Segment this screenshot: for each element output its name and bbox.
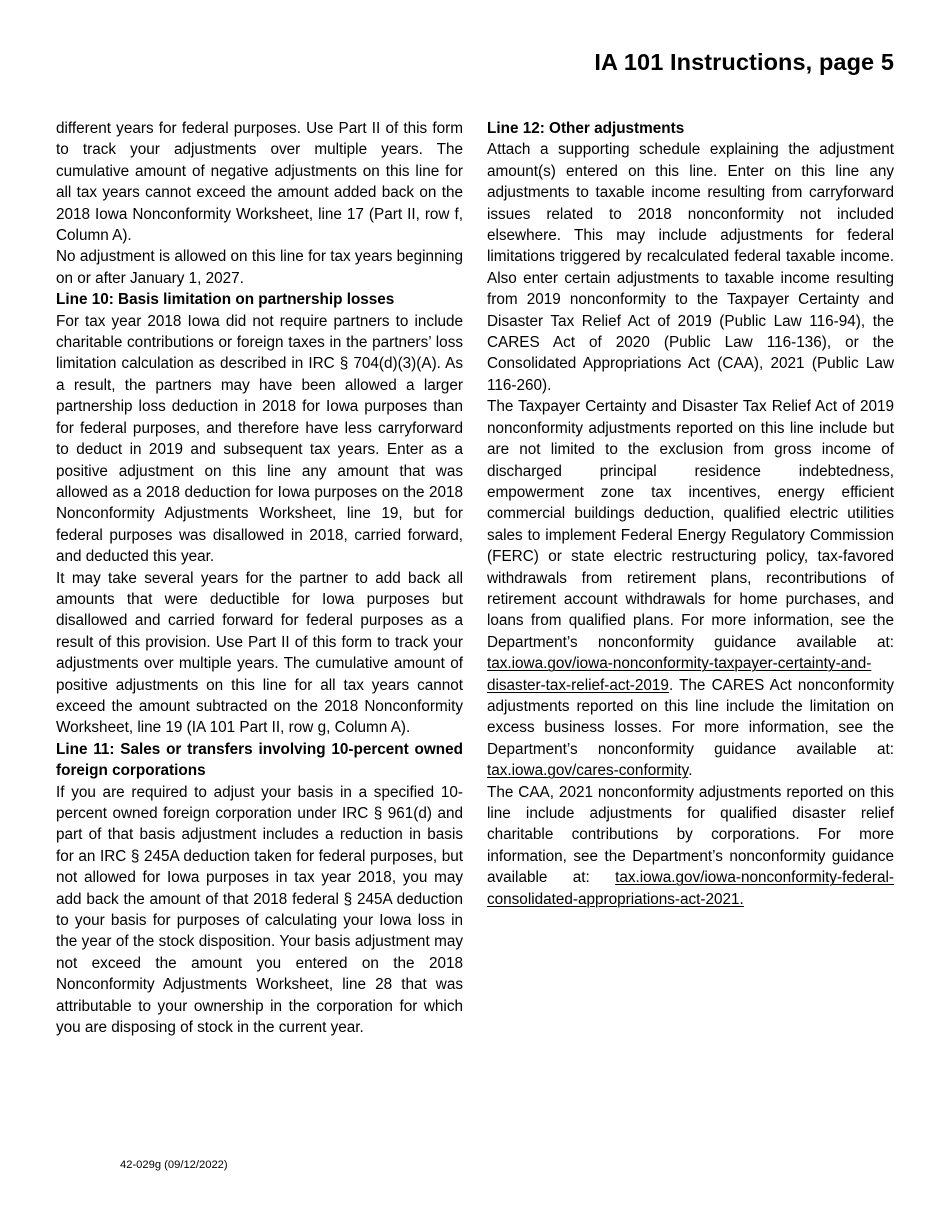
heading-line-11: Line 11: Sales or transfers involving 10-percent owned foreign corporations	[56, 740, 463, 780]
form-number-footer: 42-029g (09/12/2022)	[120, 1159, 228, 1171]
right-column	[487, 118, 894, 1038]
heading-line-12: Line 12: Other adjustments	[487, 120, 685, 137]
link-tcdtra-2019-guidance[interactable]: tax.iowa.gov/iowa-nonconformity-taxpayer-certainty-and-disaster-tax-relief-act-2019	[487, 655, 872, 694]
paragraph-line12-c-text-1: The CAA, 2021 nonconformity adjustments reported on this line include adjustments for qualified disaster relief charitable contributions by corporations. For more information, see the Department’s nonconformity guidance available at:	[487, 783, 894, 887]
paragraph-line12-b-text-3: .	[688, 762, 693, 780]
link-cares-conformity-guidance[interactable]: tax.iowa.gov/cares-conformity	[487, 762, 689, 780]
paragraph-no-adjustment-2027: No adjustment is allowed on this line for tax years beginning on or after January 1, 2027.	[56, 248, 463, 287]
paragraph-line12-b	[487, 396, 894, 781]
paragraph-line10-a: For tax year 2018 Iowa did not require partners to include charitable contributions or foreign taxes in the partners’ loss limitation calculation as described in IRC § 704(d)(3)(A). As a result, the partners may have been allowed a larger partnership loss deduction in 2018 for Iowa purposes than for federal purposes, and therefore have less carryforward to deduct in 2019 and subsequent tax years. Enter as a positive adjustment on this line any amount that was allowed as a 2018 deduction for Iowa purposes on the 2018 Nonconformity Adjustments Worksheet, line 19, but for federal purposes was disallowed in 2018, carried forward, and deducted this year.	[56, 312, 463, 566]
paragraph-line9-continuation: different years for federal purposes. Use Part II of this form to track your adjustments over multiple years. The cumulative amount of negative adjustments on this line for all tax years cannot exceed the amount added back on the 2018 Iowa Nonconformity Worksheet, line 17 (Part II, row f, Column A).	[56, 120, 463, 245]
page-title: IA 101 Instructions, page 5	[594, 49, 894, 75]
paragraph-line12-b-text-1: The Taxpayer Certainty and Disaster Tax Relief Act of 2019 nonconformity adjustments reported on this line include but are not limited to the exclusion from gross income of discharged principal residence indebtedness, empowerment zone tax incentives, energy efficient commercial buildings deduction, qualified electric utilities sales to implement Federal Energy Regulatory Commission (FERC) or state electric restructuring policy, tax-favored withdrawals from retirement plans, recontributions of retirement account withdrawals for home purchases, and loans from qualified plans. For more information, see the Department’s nonconformity guidance available at:	[487, 398, 894, 651]
heading-line-10: Line 10: Basis limitation on partnership losses	[56, 291, 395, 309]
link-caa-2021-guidance[interactable]: tax.iowa.gov/iowa-nonconformity-federal-consolidated-appropriations-act-2021.	[487, 869, 894, 908]
paragraph-line12-a: Attach a supporting schedule explaining the adjustment amount(s) entered on this line. Enter on this line any adjustments to taxable income resulting from carryforward issues related to 2018 nonconformity not included elsewhere. This may include adjustments for federal limitations triggered by recalculated federal taxable income. Also enter certain adjustments to taxable income resulting from 2019 nonconformity to the Taxpayer Certainty and Disaster Tax Relief Act of 2019 (Public Law 116-94), the CARES Act of 2020 (Public Law 116-136), or the Consolidated Appropriations Act (CAA), 2021 (Public Law 116-260).	[487, 141, 894, 394]
paragraph-line10-b: It may take several years for the partner to add back all amounts that were deductible for Iowa purposes but disallowed and carried forward for federal purposes as a result of this provision. Use Part II of this form to track your adjustments over multiple years. The cumulative amount of positive adjustments on this line for all tax years cannot exceed the amount subtracted on the 2018 Nonconformity Worksheet, line 19 (IA 101 Part II, row g, Column A).	[56, 569, 463, 737]
paragraph-line12-c	[487, 782, 894, 910]
left-column	[56, 118, 463, 1038]
paragraph-line11-a: If you are required to adjust your basis in a specified 10-percent owned foreign corporation under IRC § 961(d) and part of that basis adjustment includes a reduction in basis for an IRC § 245A deduction taken for federal purposes, but not allowed for Iowa purposes in tax year 2018, you may add back the amount of that 2018 federal § 245A deduction to your basis for purposes of calculating your Iowa loss in the year of the stock disposition. Your basis adjustment may not exceed the amount you entered on the 2018 Nonconformity Adjustments Worksheet, line 28 that was attributable to your ownership in the corporation for which you are disposing of stock in the current year.	[56, 783, 463, 1037]
two-column-body	[56, 118, 894, 1038]
paragraph-line12-b-text-2: . The CARES Act nonconformity adjustments reported on this line include the limitation on excess business losses. For more information, see the Department’s nonconformity guidance available at:	[487, 676, 894, 758]
